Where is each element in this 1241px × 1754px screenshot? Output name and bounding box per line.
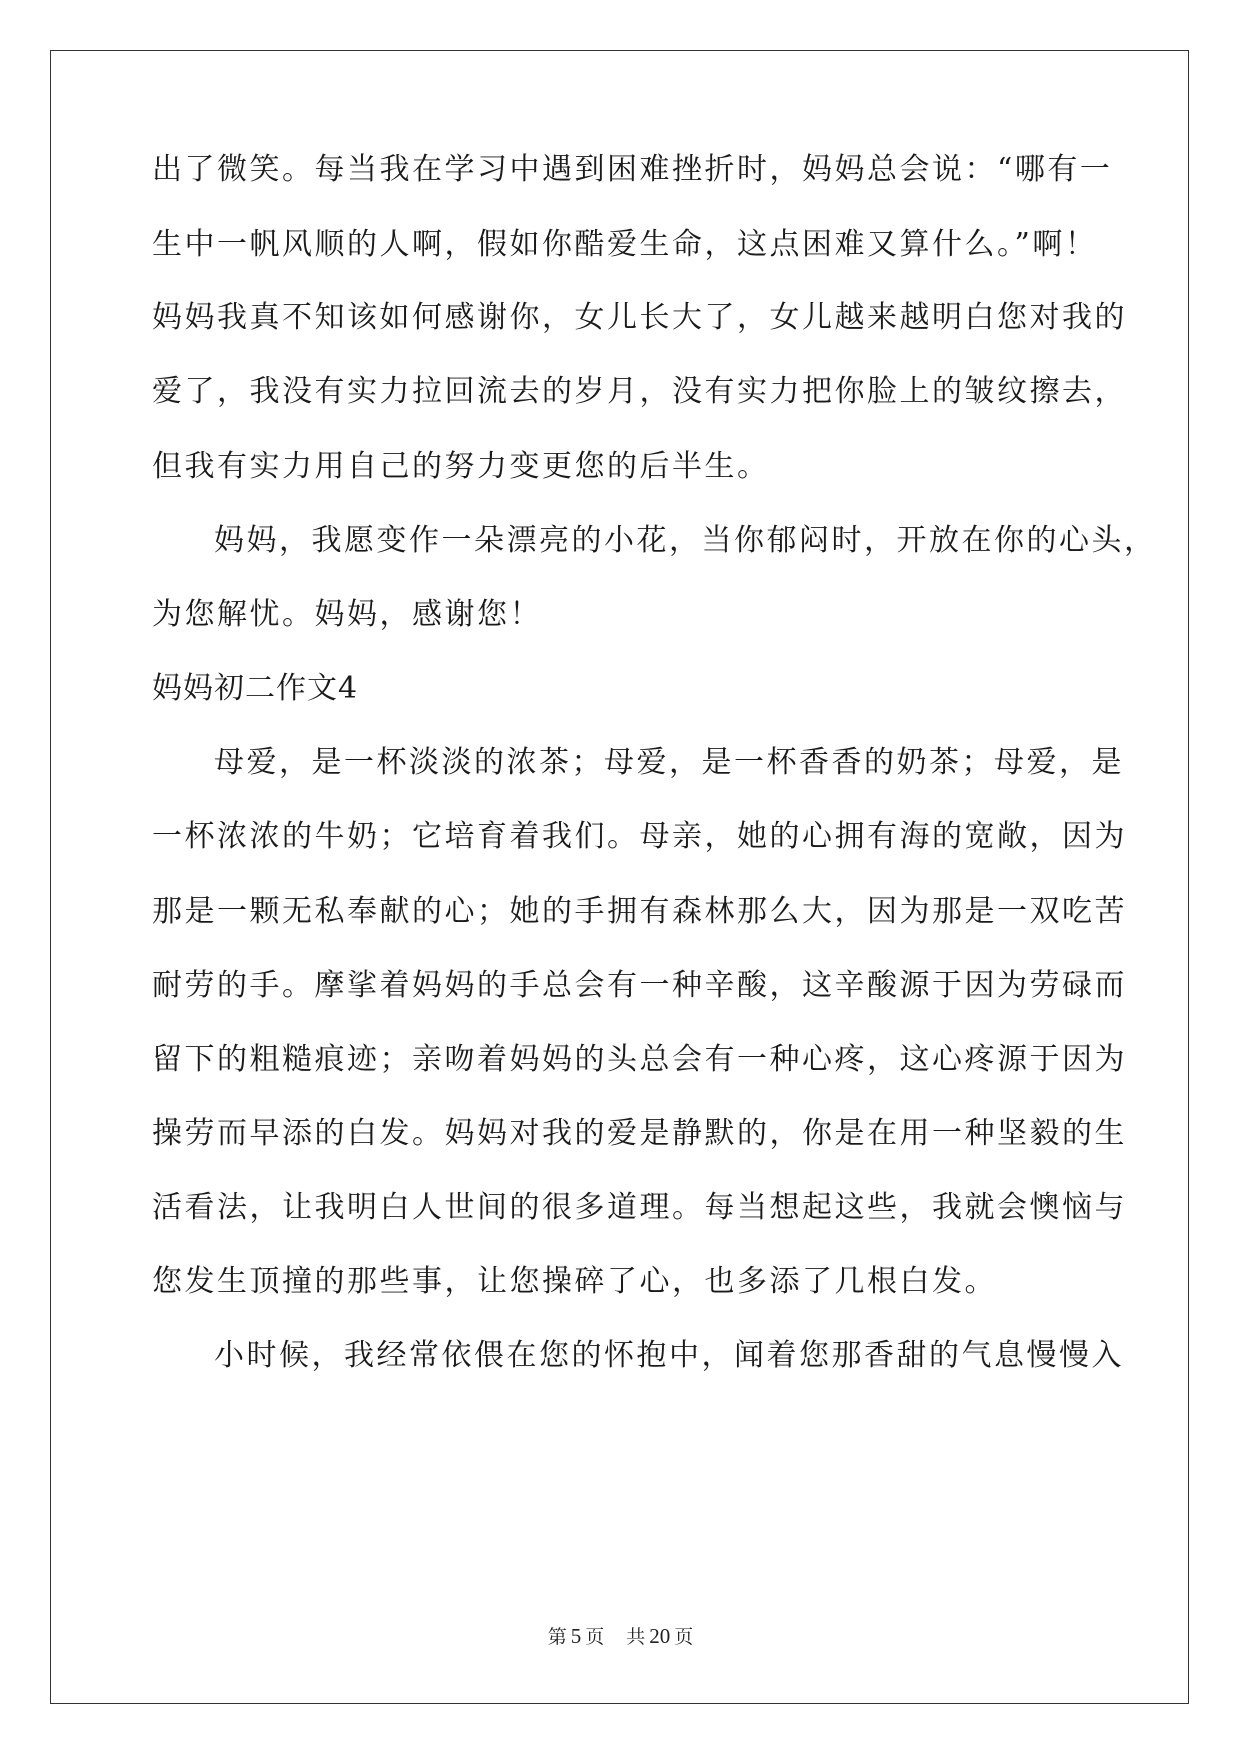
paragraph-line: 为您解忧。妈妈，感谢您！ — [152, 597, 542, 632]
paragraph-line: 活看法，让我明白人世间的很多道理。每当想起这些，我就会懊恼与 — [152, 1190, 1127, 1225]
total-suffix: 页 — [674, 1626, 694, 1648]
paragraph-line: 母爱，是一杯淡淡的浓茶；母爱，是一杯香香的奶茶；母爱，是 — [214, 745, 1124, 780]
page-footer — [0, 1624, 1241, 1649]
paragraph-line: 小时候，我经常依偎在您的怀抱中，闻着您那香甜的气息慢慢入 — [214, 1338, 1124, 1373]
paragraph-line: 妈妈，我愿变作一朵漂亮的小花，当你郁闷时，开放在你的心头， — [214, 523, 1157, 558]
paragraph-line: 一杯浓浓的牛奶；它培育着我们。母亲，她的心拥有海的宽敞，因为 — [152, 819, 1127, 854]
page-number: 5 — [570, 1624, 582, 1648]
paragraph-line: 但我有实力用自己的努力变更您的后半生。 — [152, 449, 770, 484]
page-suffix: 页 — [585, 1626, 605, 1648]
paragraph-line: 留下的粗糙痕迹；亲吻着妈妈的头总会有一种心疼，这心疼源于因为 — [152, 1042, 1127, 1077]
paragraph-line: 出了微笑。每当我在学习中遇到困难挫折时，妈妈总会说：“哪有一 — [152, 152, 1113, 187]
paragraph-line: 妈妈我真不知该如何感谢你，女儿长大了，女儿越来越明白您对我的 — [152, 300, 1127, 335]
paragraph-line: 您发生顶撞的那些事，让您操碎了心，也多添了几根白发。 — [152, 1264, 997, 1299]
section-heading: 妈妈初二作文4 — [152, 671, 359, 706]
paragraph-line: 耐劳的手。摩挲着妈妈的手总会有一种辛酸，这辛酸源于因为劳碌而 — [152, 968, 1127, 1003]
paragraph-line: 那是一颗无私奉献的心；她的手拥有森林那么大，因为那是一双吃苦 — [152, 894, 1127, 929]
total-prefix: 共 — [626, 1626, 646, 1648]
paragraph-line: 爱了，我没有实力拉回流去的岁月，没有实力把你脸上的皱纹擦去， — [152, 374, 1127, 409]
total-pages: 20 — [649, 1624, 671, 1648]
paragraph-line: 操劳而早添的白发。妈妈对我的爱是静默的，你是在用一种坚毅的生 — [152, 1116, 1127, 1151]
paragraph-line: 生中一帆风顺的人啊，假如你酷爱生命，这点困难又算什么。”啊！ — [152, 227, 1098, 262]
page-prefix: 第 — [547, 1626, 567, 1648]
